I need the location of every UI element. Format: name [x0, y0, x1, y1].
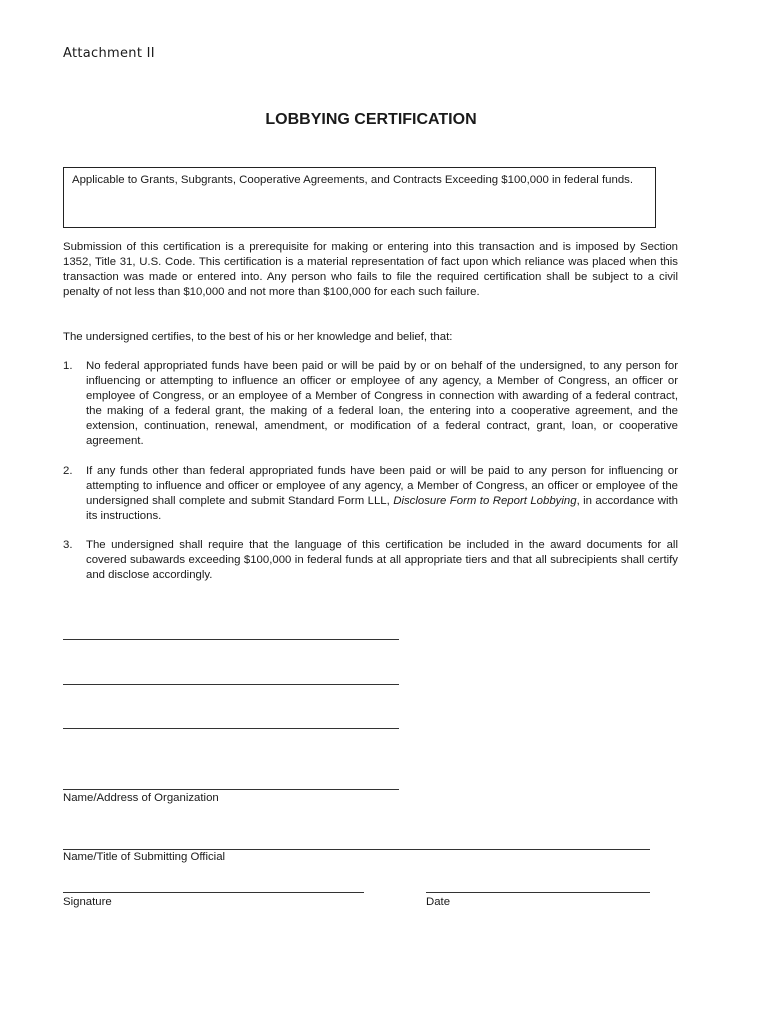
org-blank-line-4[interactable] [63, 789, 399, 790]
item-number: 3. [63, 539, 73, 551]
date-label: Date [426, 896, 451, 908]
item-text-before: If any funds other than federal appropriated funds have been paid or will be paid to any person for influencing or attempting to influence and officer or employee of any agency, a Member of Congress, an officer or employee of the undersigned shall complete and submit Standard Form LLL, [86, 465, 678, 507]
certification-item-3 [63, 538, 678, 583]
document-title: LOBBYING CERTIFICATION [265, 111, 477, 128]
certification-item-1 [63, 359, 678, 449]
signature-blank-line[interactable] [63, 892, 364, 893]
item-number: 2. [63, 465, 73, 477]
date-blank-line[interactable] [426, 892, 650, 893]
undersigned-paragraph: The undersigned certifies, to the best of his or her knowledge and belief, that: [63, 331, 453, 343]
item-text [86, 464, 678, 524]
item-number: 1. [63, 360, 73, 372]
certification-item-2 [63, 464, 678, 524]
applicability-box [63, 167, 656, 228]
item-text: The undersigned shall require that the language of this certification be included in the award documents for all covered subawards exceeding $100,000 in federal funds at all appropriate tiers and that all subrecipients shall certify and disclose accordingly. [86, 539, 678, 581]
applicability-text: Applicable to Grants, Subgrants, Cooperative Agreements, and Contracts Exceeding $100,000 in federal funds. [72, 174, 634, 186]
submission-paragraph: Submission of this certification is a prerequisite for making or entering into this transaction and is imposed by Section 1352, Title 31, U.S. Code. This certification is a material representation of fact upon which reliance was placed when this transaction was made or entered into. Any person who fails to file the required certification shall be subject to a civil penalty of not less than $10,000 and not more than $100,000 for each such failure. [63, 241, 678, 298]
item-text: No federal appropriated funds have been paid or will be paid by or on behalf of the undersigned, to any person for influencing or attempting to influence an officer or employee of any agency, a Member of Congress, an officer or employee of Congress, or an employee of a Member of Congress in connection with awarding of a federal contract, the making of a federal grant, the making of a federal loan, the entering into a cooperative agreement, and the extension, continuation, renewal, amendment, or modification of a federal contract, grant, loan, or cooperative agreement. [86, 360, 678, 447]
org-blank-line-3[interactable] [63, 728, 399, 729]
org-blank-line-1[interactable] [63, 639, 399, 640]
attachment-label: Attachment II [63, 46, 155, 61]
item-text-after: , in accordance with its instructions. [86, 495, 678, 522]
signature-label: Signature [63, 896, 112, 908]
org-label: Name/Address of Organization [63, 792, 219, 804]
official-label: Name/Title of Submitting Official [63, 851, 226, 863]
disclosure-form-title: Disclosure Form to Report Lobbying [393, 495, 577, 507]
org-blank-line-2[interactable] [63, 684, 399, 685]
